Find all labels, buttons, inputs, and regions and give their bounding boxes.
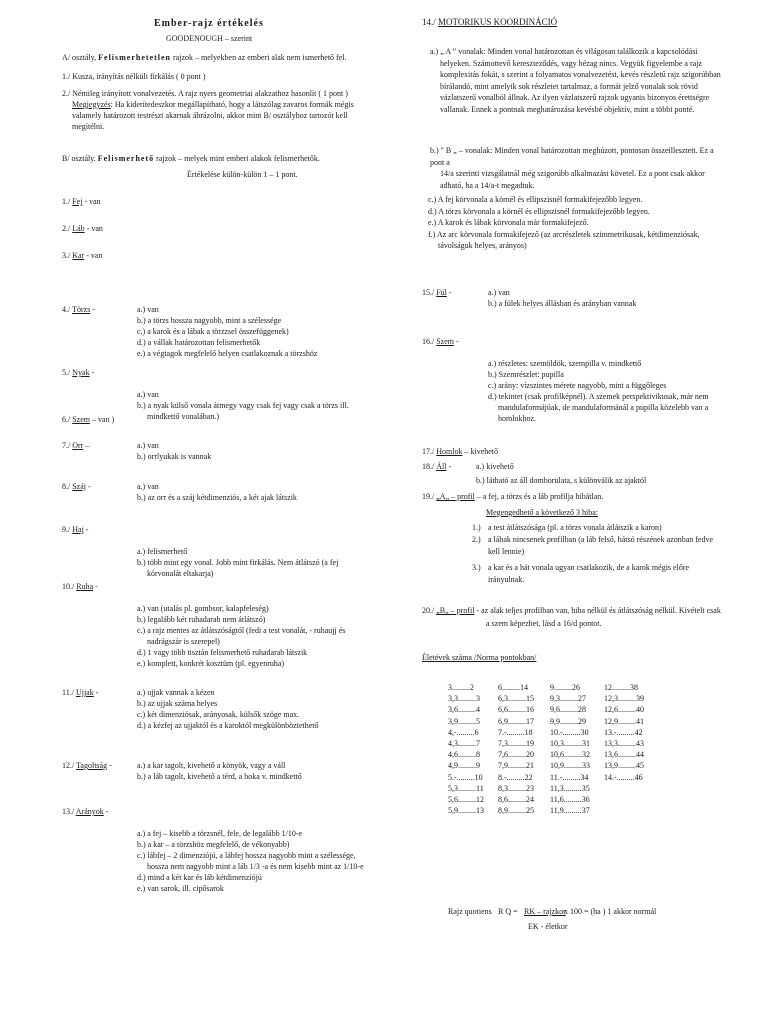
- item-options: a.) van b.) az orr és a száj kétdimenziós, a két ajak látszik: [137, 482, 297, 502]
- list-item: 7./ Orr –: [62, 441, 90, 450]
- section-14-heading: 14./ MOTORIKUS KOORDINÁCIÓ: [422, 17, 558, 27]
- list-item: 13./ Arányok -: [62, 807, 109, 816]
- list-item: 10./ Ruha -: [62, 582, 98, 591]
- class-a-item-2: 2./ Némileg irányított vonalvezetés. A rajz nyers geometriai alakzathoz hasonlít ( 1 pont ): [62, 89, 348, 98]
- section-14a: a.) „ A ” vonalak: Minden vonal határozottan és világosan találkozik a kapcsolódási helyeken. Számottevő kereszteződés, vagy hézag nincs. Vegyük figyelembe a rajz komplexitás fokát, s szerint a folyamatos vonalvezetést, kevés részletű rajz szigorúbban bírálandó, mint amelyik sok részletet tartalmaz, a formát jelző vonalak sok rövid vázlatszerű vonalból állnak. Az ilyen vázlatszerű rajzok ugyanis bizonyos érettségre vallanak. Ennek a pontnak meghatározása kevésbé objektív, mint a többi ponté.: [430, 47, 721, 114]
- class-a-heading: [62, 52, 347, 63]
- norm-column-4: 12.........38 12,3.........39 12,6.........40 12,9.........41 13.-.........42 13,3.........43 13,6.........44 13,9.........45 14.-.........46: [604, 683, 644, 782]
- list-item: 6./ Szem – van ): [62, 415, 115, 424]
- item-19: 19./ „A„ – profil – a fej, a törzs és a láb profilja hibátlan.: [422, 492, 604, 501]
- item-options: a.) felismerhető b.) több mint egy vonal. Jobb mint firkálás. Nem átlátszó (a fej körvonalát eltakarja): [137, 547, 339, 578]
- note-block: [72, 99, 372, 132]
- page-subtitle: GOODENOUGH – szerint: [166, 34, 253, 43]
- age-norm-title: Életévek száma /Norma pontokban/: [422, 653, 537, 662]
- list-item: 4./ Törzs -: [62, 305, 95, 314]
- norm-column-2: 6.........14 6,3.........15 6,6.........16 6,9.........17 7.-.........18 7,3.........19 7,6.........20 7,9.........21 8.-.........22 8,3.........23 8,6.........24 8,9.........25: [498, 683, 534, 816]
- rq-denominator: EK - életkor: [528, 922, 568, 931]
- item-options: a.) a kar tagolt, kivehető a könyök, vagy a váll b.) a láb tagolt, kivehető a térd, a boka v. mindkettő: [137, 761, 302, 781]
- note-label: Megjegyzés: [72, 100, 111, 109]
- item-19-sub: Megengedhető a következő 3 hiba:: [486, 508, 598, 517]
- item-options: a.) van b.) orrlyukak is vannak: [137, 441, 212, 461]
- item-18-options: a.) kivehető b.) látható az áll domborulata, s különválik az ajaktól: [476, 462, 647, 485]
- item-17: 17./ Homlok – kivehető: [422, 447, 499, 456]
- item-options: a.) van (utalás pl. gombsor, kalapfeleség) b.) legalább két ruhadarab nem átlátszó) c.) a rajz mentes az átlátszóságtól (fedi a test vonalát, - ruhaujj és nadrágszár is szerepel) d.) 1 vagy több tisztán felismerhető ruhadarab látszik e.) komplett, konkrét kosztüm (pl. egyenruha): [137, 604, 346, 668]
- list-item: 9./ Haj -: [62, 525, 89, 534]
- norm-column-3: 9.........26 9,3.........27 9,6.........28 9,9.........29 10.-.........30 10,3.........31 10,6.........32 10,9.........33 11.-.........34 11,3.........35 11,6.........36 11,9.........37: [550, 683, 590, 816]
- class-b-sub: Értékelése külön-külön 1 – 1 pont.: [187, 170, 298, 179]
- class-b-rest: rajzok – melyek mint emberi alakok felismerhetők.: [156, 154, 320, 163]
- class-b-prefix: B/ osztály.: [62, 154, 96, 163]
- item-18: 18./ Áll -: [422, 462, 452, 471]
- section-14cdef: c.) A fej körvonala a körnél és ellipszisnél formakifejezőbb legyen. d.) A törzs körvonala a körnél és ellipszisnél formakifejezőbb legyen. e.) A karok és lábak körvonala már formakifejező. f.) Az arc körvonala formakifejező (az arcrészletek szimmetrikusak, kétdimenziósak, távolságuk helyes, arányos): [428, 195, 700, 250]
- class-b-heading: [62, 153, 320, 164]
- rq-tail: x 100 = (ha ) 1 akkor normál: [564, 907, 657, 916]
- section-14b: b.) " B „ – vonalak: Minden vonal határozottan meghúzott, pontosan összeillesztett. Ez a pont a 14/a szerinti vizsgálatnál még szigorúbb alkalmazást követel. Ez a pont csak akkor adható, ha a 14/a-t megadtuk.: [430, 146, 714, 190]
- page-title: Ember-rajz értékelés: [154, 18, 264, 29]
- note-text-2: valamely határozott testrészt akarnak ábrázolni, akkor mint B/ osztályhoz tartozót kell: [72, 111, 348, 120]
- item-options: a.) van b.) a törzs hossza nagyobb, mint a szélessége c.) a karok és a lábak a törzzsel összefüggenek) d.) a vállak határozottan felismerhetők e.) a végtagok megfelelő helyen csatlakoznak a törzshöz: [137, 305, 318, 358]
- item-15: 15./ Fül -: [422, 288, 452, 297]
- list-item: 2./ Láb - van: [62, 224, 103, 233]
- class-a-word: Felismerhetetlen: [98, 53, 172, 62]
- list-item: 3./ Kar - van: [62, 251, 103, 260]
- item-16: 16./ Szem -: [422, 337, 459, 346]
- note-text-1: : Ha kiderítedeszkor megállapítható, hogy a látszólag zavaros formák mégis: [110, 100, 354, 109]
- item-options: a.) ujjak vannak a kézen b.) az ujjak száma helyes c.) két dimenziósak, arányosak, külsők szöge max. d.) a kézfej az ujjaktól és a karoktól megkülönböztethető: [137, 688, 319, 730]
- class-a-prefix: A/ osztály,: [62, 53, 97, 62]
- list-item: 8./ Száj -: [62, 482, 91, 491]
- item-20: 20./ „B„ – profil - az alak teljes profilban van, hiba nélkül és átlátszóság nélkül. Kivételt csak: [422, 606, 721, 615]
- class-a-rest: rajzok – melyekben az emberi alak nem ismerhető fel.: [173, 53, 347, 62]
- item-options: a.) a fej – kisebb a törzsnél, fele, de legalább 1/10-e b.) a kar – a törzshöz megfelelő, de vékonyabb) c.) lábfej – 2 dimenziójú, a lábfej hossza nagyobb mint a szélessége, hossza nem nagyobb mint a láb 1/3 -a és nem kisebb mint az 1/10-e d.) mind a két kar és láb kétdimenziójú e.) van sarok, ill. cipősarok: [137, 829, 364, 893]
- note-text-3: megítélni.: [72, 122, 105, 131]
- list-item: 1./ Fej - van: [62, 197, 101, 206]
- rq-symbol: R Q =: [498, 907, 518, 916]
- list-item: 11./ Ujjak -: [62, 688, 99, 697]
- class-b-word: Felismerhető: [97, 154, 155, 163]
- item-16-options: a.) részletes: szemöldök, szempilla v. mindkettő b.) Szemrészlet: pupilla c.) arány: vízszintes mérete nagyobb, mint a függőleges d.) tekintet (csak profilképnél). A szemek perspektivikusak, már nem mandulaformájúak, de mandulaformánál a pupilla közelebb van a homlokhoz.: [488, 359, 709, 423]
- item-options: a.) van b.) a nyak külső vonala átmegy vagy csak fej vagy csak a törzs ill. mindkettő vonalában.): [137, 390, 349, 421]
- class-a-item-1: 1./ Kusza, irányítás nélküli firkálás ( 0 pont ): [62, 72, 206, 81]
- list-item: 12./ Tagoltság -: [62, 761, 112, 770]
- rq-label: Rajz quotiens: [448, 907, 492, 916]
- norm-column-1: 3.........2 3,3.........3 3,6.........4 3,9.........5 4,-.........6 4,3.........7 4,6.........8 4,9.........9 5.-.........10 5,3.........11 5,6.........12 5,9.........13: [448, 683, 484, 816]
- item-15-options: a.) van b.) a fülek helyes állásban és arányban vannak: [488, 288, 637, 308]
- item-19-list: 1.) a test átlátszósága (pl. a törzs vonala átlátszik a karon) 2.) a lábak nincsenek profilban (a láb felső, hátsó részének azonban fedve kell lennie) 3.) a kar és a hát vonala ugyan csatlakozik, de a karok mégis előre irányulnak.: [472, 523, 714, 584]
- rq-formula: [448, 904, 708, 944]
- item-20-cont: a szem képezhet, lásd a 16/d pontot.: [486, 619, 602, 628]
- list-item: 5./ Nyak -: [62, 368, 95, 377]
- rq-numerator: RK – rajzkor: [524, 907, 566, 916]
